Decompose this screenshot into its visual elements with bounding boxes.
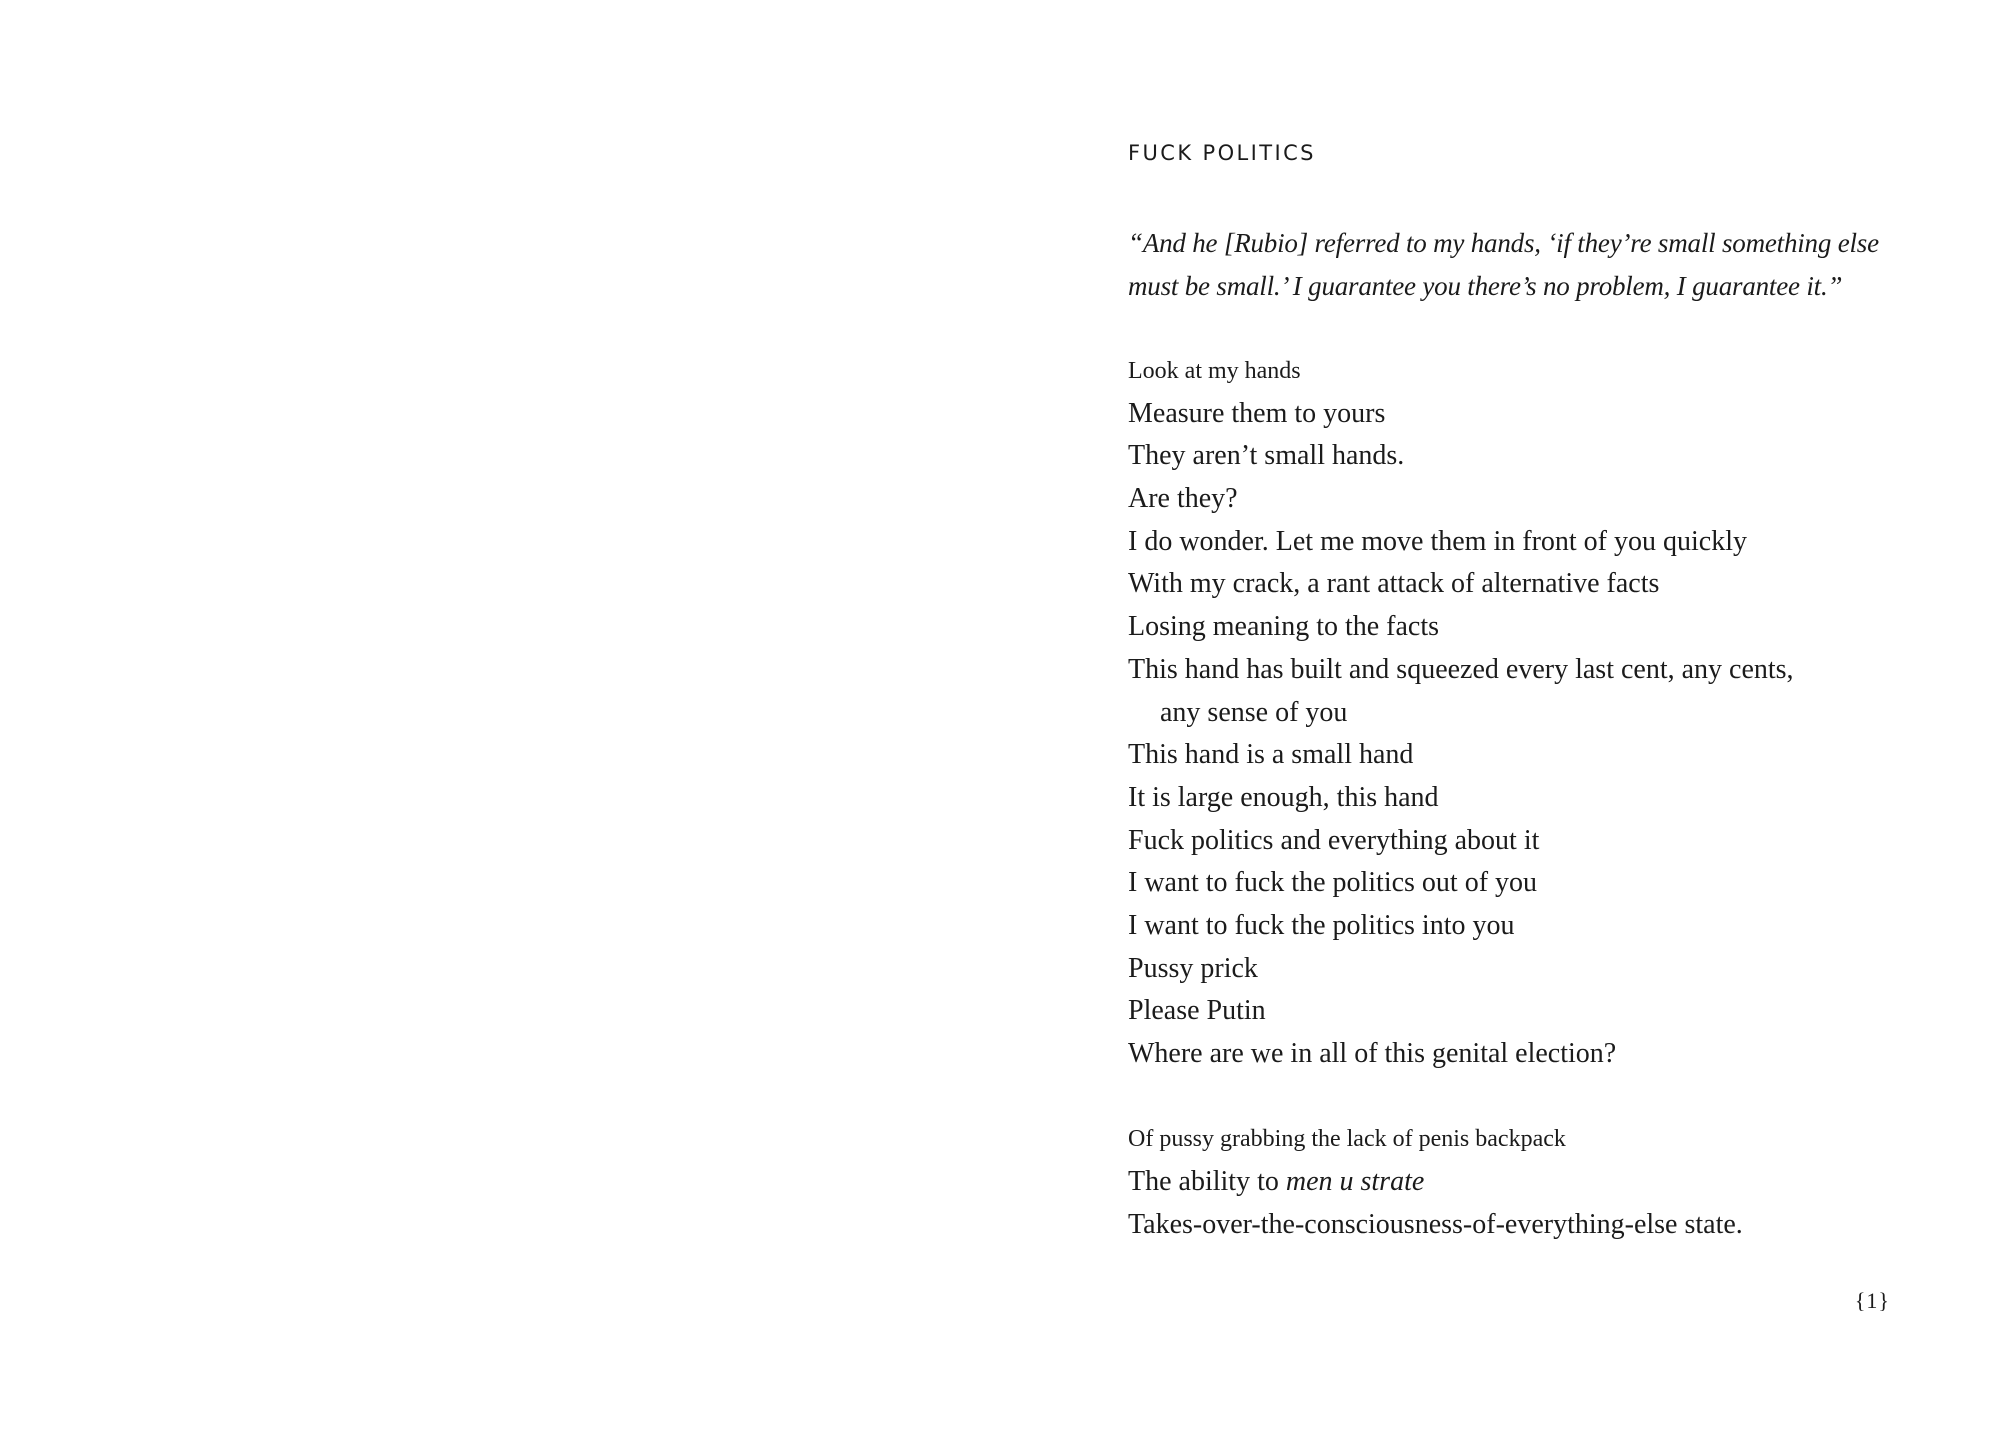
poem-line: With my crack, a rant attack of alternative facts [1128, 568, 1660, 600]
stanza-2 [1128, 1118, 1888, 1246]
poem-line: It is large enough, this hand [1128, 781, 1439, 813]
epigraph-line: “And he [Rubio] referred to my hands, ‘if they’re small something else [1128, 228, 1879, 258]
poem-line: Takes-over-the-consciousness-of-everything-else state. [1128, 1208, 1743, 1240]
poem-line-text: The ability to [1128, 1166, 1286, 1198]
poem-line-italic: men u strate [1285, 1166, 1425, 1198]
poem-line: Pussy prick [1128, 952, 1258, 984]
poem-line-continuation: any sense of you [1160, 696, 1348, 728]
poem-line: I want to fuck the politics out of you [1128, 867, 1538, 899]
poem-line: They aren’t small hands. [1128, 440, 1405, 472]
poem-title: FUCK POLITICS [1128, 141, 1316, 165]
poem-line: This hand has built and squeezed every last cent, any cents, [1128, 653, 1794, 685]
poem-line: Please Putin [1128, 995, 1266, 1027]
poem-line: Losing meaning to the facts [1128, 611, 1440, 643]
poem-line: Look at my hands [1128, 358, 1301, 384]
poem-line-mixed [1128, 1161, 1888, 1204]
poem-line: Of pussy grabbing the lack of penis backpack [1128, 1126, 1566, 1153]
poem [1128, 138, 1888, 1246]
poem-line: Fuck politics and everything about it [1128, 824, 1540, 856]
poem-line: Where are we in all of this genital election? [1128, 1038, 1617, 1069]
poem-line: I want to fuck the politics into you [1128, 909, 1515, 941]
right-page [1000, 0, 2000, 1429]
epigraph-quote [1128, 222, 1888, 308]
poem-line: Are they? [1128, 483, 1238, 515]
page-number: {1} [1854, 1288, 1890, 1313]
poem-line: This hand is a small hand [1128, 739, 1414, 771]
poem-line: Measure them to yours [1128, 397, 1386, 429]
stanza-1 [1128, 350, 1888, 1076]
poem-line: I do wonder. Let me move them in front of you quickly [1128, 525, 1747, 557]
epigraph-line: must be small.’ I guarantee you there’s no problem, I guarantee it.” [1128, 271, 1843, 301]
